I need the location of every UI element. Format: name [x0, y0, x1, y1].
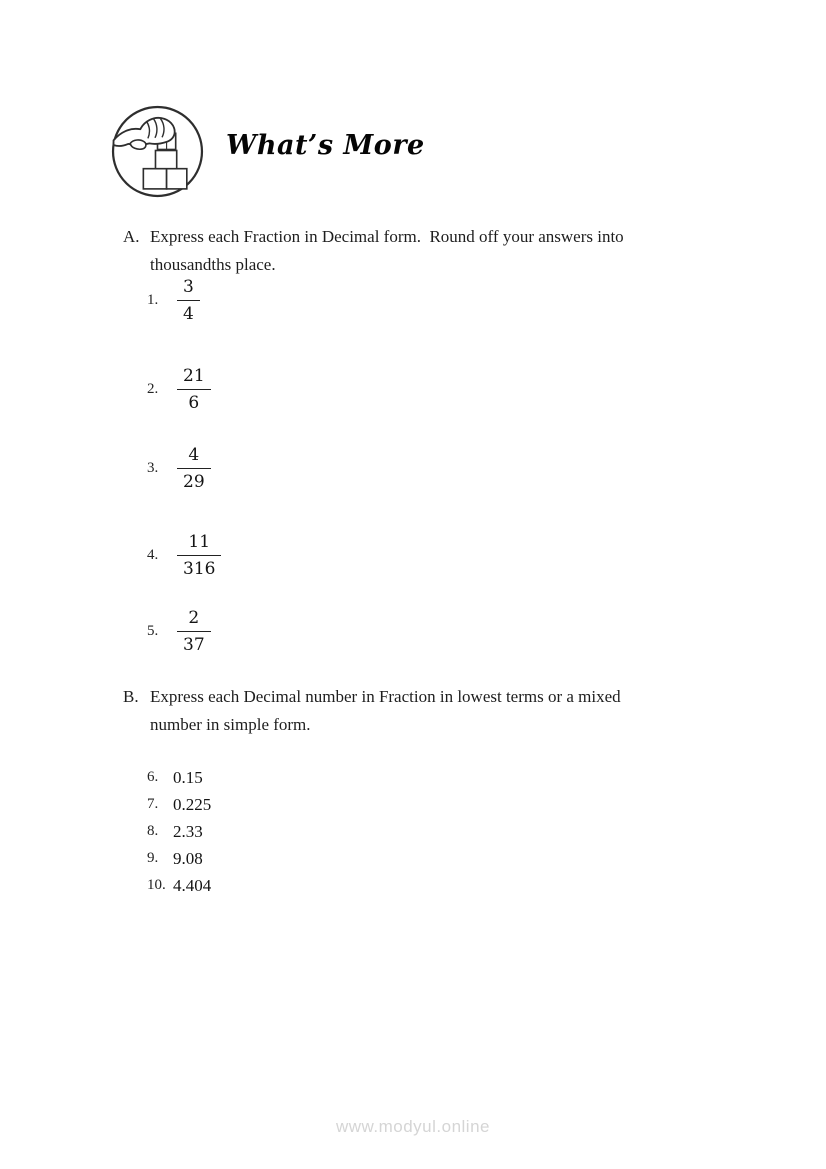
decimal-value: 0.15: [173, 767, 203, 787]
decimal-item-7: [147, 791, 211, 818]
fraction-denominator: 29: [177, 468, 211, 492]
watermark: www.modyul.online: [335, 1117, 490, 1136]
fraction-numerator: 2: [188, 608, 200, 628]
item-number: 1.: [147, 292, 159, 308]
fraction-denominator: 4: [177, 300, 200, 324]
item-number: 7.: [147, 796, 159, 812]
section-a-header: [123, 223, 703, 279]
fraction-numerator: 4: [188, 445, 200, 465]
decimal-value: 0.225: [173, 794, 212, 814]
section-a-instruction-line-2: thousandths place.: [150, 255, 276, 274]
decimal-item-list: [147, 764, 211, 899]
fraction: [177, 366, 211, 413]
item-number: 3.: [147, 460, 159, 476]
fraction-denominator: 6: [177, 389, 211, 413]
section-b-instruction-line-1: Express each Decimal number in Fraction in lowest terms or a mixed: [150, 687, 621, 706]
fraction-denominator: 316: [177, 555, 221, 579]
page-title: What’s More: [226, 130, 425, 161]
fraction-numerator: 21: [183, 366, 205, 386]
item-number: 6.: [147, 769, 159, 785]
decimal-item-10: [147, 872, 211, 899]
fraction-item-3: [147, 445, 211, 492]
fraction-item-2: [147, 366, 211, 413]
decimal-item-9: [147, 845, 211, 872]
item-number: 5.: [147, 623, 159, 639]
item-number: 4.: [147, 547, 159, 563]
section-b-header: [123, 683, 703, 739]
fraction: [177, 532, 221, 579]
decimal-item-8: [147, 818, 211, 845]
fraction: [177, 608, 211, 655]
fraction-numerator: 11: [188, 532, 211, 552]
hand-stacking-blocks-icon: [110, 104, 205, 199]
fraction-item-1: [147, 277, 200, 324]
fraction-item-5: [147, 608, 211, 655]
item-number: 2.: [147, 381, 159, 397]
decimal-value: 9.08: [173, 848, 203, 868]
section-b-label: B.: [123, 687, 139, 706]
item-number: 8.: [147, 823, 159, 839]
hand-stacking-blocks-graphic: [110, 104, 205, 199]
decimal-value: 2.33: [173, 821, 203, 841]
fraction: [177, 277, 200, 324]
section-b-instruction-line-2: number in simple form.: [150, 715, 311, 734]
fraction-item-4: [147, 532, 221, 579]
fraction-denominator: 37: [177, 631, 211, 655]
section-a-label: A.: [123, 227, 140, 246]
item-number: 9.: [147, 850, 159, 866]
fraction: [177, 445, 211, 492]
fraction-numerator: 3: [183, 277, 194, 297]
decimal-value: 4.404: [173, 875, 212, 895]
section-a-instruction-line-1: Express each Fraction in Decimal form. Round off your answers into: [150, 227, 624, 246]
decimal-item-6: [147, 764, 211, 791]
item-number: 10.: [147, 877, 166, 893]
